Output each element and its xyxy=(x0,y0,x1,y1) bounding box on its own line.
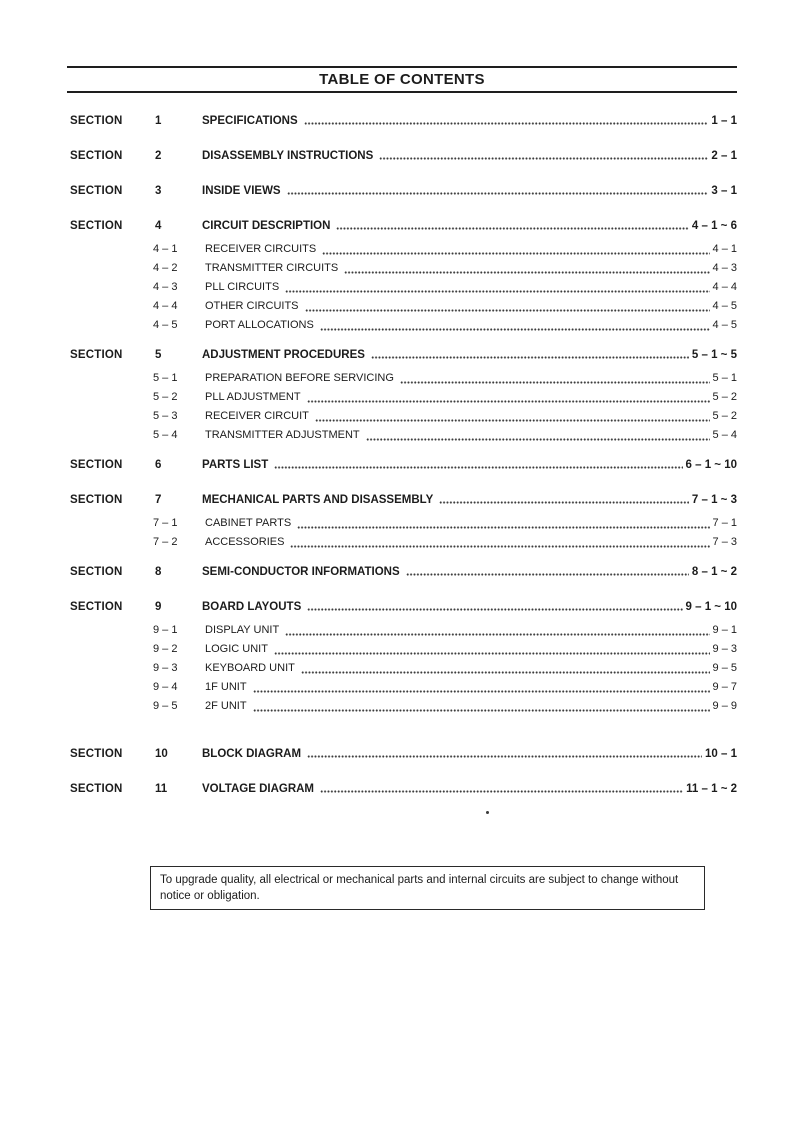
toc-section-row xyxy=(67,114,737,128)
section-label: SECTION xyxy=(70,185,123,197)
subsection-title: CABINET PARTS xyxy=(205,516,292,529)
section-number: 6 xyxy=(155,459,162,471)
subsection-title: OTHER CIRCUITS xyxy=(205,299,299,312)
toc-header xyxy=(67,66,737,93)
subsection-title: RECEIVER CIRCUIT xyxy=(205,409,309,422)
toc-section-row xyxy=(67,493,737,507)
section-title: MECHANICAL PARTS AND DISASSEMBLY xyxy=(202,494,434,506)
dot-leader xyxy=(400,381,710,384)
note-text: To upgrade quality, all electrical or mechanical parts and internal circuits are subject to change without notice or obligation. xyxy=(160,874,679,902)
section-title: VOLTAGE DIAGRAM xyxy=(202,783,315,795)
subsection-number: 4 – 2 xyxy=(153,261,178,274)
dot-leader xyxy=(297,526,709,529)
toc-section-row xyxy=(67,600,737,614)
section-number: 4 xyxy=(155,220,162,232)
section-page-number: 1 – 1 xyxy=(711,115,737,127)
subsection-title: RECEIVER CIRCUITS xyxy=(205,242,317,255)
toc-section-row xyxy=(67,219,737,233)
subsection-page-number: 9 – 1 xyxy=(712,623,737,636)
toc-subsection-row xyxy=(67,696,737,715)
dot-leader xyxy=(253,690,710,693)
dot-leader xyxy=(366,438,710,441)
section-number: 8 xyxy=(155,566,162,578)
section-title: PARTS LIST xyxy=(202,459,269,471)
section-number: 3 xyxy=(155,185,162,197)
dot-leader xyxy=(274,652,710,655)
toc-section-row xyxy=(67,149,737,163)
page-title: TABLE OF CONTENTS xyxy=(319,71,485,88)
section-page-number: 3 – 1 xyxy=(711,185,737,197)
section-page-number: 4 – 1 ~ 6 xyxy=(691,220,737,232)
subsection-number: 5 – 2 xyxy=(153,390,178,403)
toc-section-row xyxy=(67,565,737,579)
toc-subsection-row xyxy=(67,639,737,658)
section-number: 10 xyxy=(155,748,168,760)
toc-subsection-row xyxy=(67,658,737,677)
subsection-number: 9 – 2 xyxy=(153,642,178,655)
section-label: SECTION xyxy=(70,748,123,760)
dot-leader xyxy=(304,122,709,125)
subsection-title: 2F UNIT xyxy=(205,699,247,712)
dot-leader xyxy=(336,227,688,230)
toc-subsection-row xyxy=(67,620,737,639)
subsection-number: 5 – 1 xyxy=(153,371,178,384)
section-title: SEMI-CONDUCTOR INFORMATIONS xyxy=(202,566,400,578)
section-label: SECTION xyxy=(70,601,123,613)
section-page-number: 10 – 1 xyxy=(705,748,737,760)
subsection-title: ACCESSORIES xyxy=(205,535,285,548)
dot-leader xyxy=(305,309,710,312)
subsection-page-number: 4 – 4 xyxy=(712,280,737,293)
dot-leader xyxy=(406,573,689,576)
section-label: SECTION xyxy=(70,349,123,361)
toc-rows xyxy=(67,114,737,796)
note-box xyxy=(150,866,705,910)
dot-leader xyxy=(285,633,709,636)
dot-leader xyxy=(307,608,682,611)
section-number: 5 xyxy=(155,349,162,361)
toc-subsection-row xyxy=(67,315,737,334)
section-title: BOARD LAYOUTS xyxy=(202,601,302,613)
stray-dot-mark xyxy=(486,811,489,814)
subsection-number: 9 – 3 xyxy=(153,661,178,674)
toc-subsection-row xyxy=(67,513,737,532)
dot-leader xyxy=(344,271,709,274)
section-page-number: 5 – 1 ~ 5 xyxy=(691,349,737,361)
section-number: 7 xyxy=(155,494,162,506)
subsection-title: PREPARATION BEFORE SERVICING xyxy=(205,371,394,384)
dot-leader xyxy=(320,328,710,331)
toc-subsection-row xyxy=(67,239,737,258)
section-page-number: 8 – 1 ~ 2 xyxy=(691,566,737,578)
section-page-number: 2 – 1 xyxy=(711,150,737,162)
subsection-title: DISPLAY UNIT xyxy=(205,623,280,636)
dot-leader xyxy=(379,157,708,160)
toc-subsection-row xyxy=(67,677,737,696)
toc-section-row xyxy=(67,458,737,472)
subsection-number: 7 – 2 xyxy=(153,535,178,548)
subsection-page-number: 5 – 2 xyxy=(712,390,737,403)
subsection-title: PLL ADJUSTMENT xyxy=(205,390,301,403)
dot-leader xyxy=(274,466,682,469)
subsection-page-number: 9 – 7 xyxy=(712,680,737,693)
subsection-page-number: 5 – 1 xyxy=(712,371,737,384)
subsection-number: 7 – 1 xyxy=(153,516,178,529)
subsection-page-number: 4 – 5 xyxy=(712,299,737,312)
dot-leader xyxy=(253,709,710,712)
toc-subsection-row xyxy=(67,277,737,296)
dot-leader xyxy=(307,400,710,403)
subsection-title: TRANSMITTER CIRCUITS xyxy=(205,261,339,274)
subsection-page-number: 4 – 1 xyxy=(712,242,737,255)
section-label: SECTION xyxy=(70,220,123,232)
toc-sub-list xyxy=(67,620,737,715)
toc-subsection-row xyxy=(67,296,737,315)
toc-sub-list xyxy=(67,239,737,334)
section-label: SECTION xyxy=(70,150,123,162)
section-title: INSIDE VIEWS xyxy=(202,185,281,197)
section-page-number: 9 – 1 ~ 10 xyxy=(685,601,737,613)
dot-leader xyxy=(322,252,709,255)
subsection-title: KEYBOARD UNIT xyxy=(205,661,295,674)
section-label: SECTION xyxy=(70,494,123,506)
subsection-number: 4 – 1 xyxy=(153,242,178,255)
subsection-page-number: 9 – 5 xyxy=(712,661,737,674)
subsection-number: 5 – 3 xyxy=(153,409,178,422)
section-page-number: 11 – 1 ~ 2 xyxy=(686,783,737,795)
subsection-number: 9 – 4 xyxy=(153,680,178,693)
section-label: SECTION xyxy=(70,783,123,795)
section-title: SPECIFICATIONS xyxy=(202,115,298,127)
subsection-page-number: 5 – 2 xyxy=(712,409,737,422)
section-label: SECTION xyxy=(70,459,123,471)
subsection-number: 9 – 5 xyxy=(153,699,178,712)
subsection-title: 1F UNIT xyxy=(205,680,247,693)
dot-leader xyxy=(307,755,702,758)
dot-leader xyxy=(315,419,710,422)
section-title: ADJUSTMENT PROCEDURES xyxy=(202,349,365,361)
subsection-page-number: 9 – 3 xyxy=(712,642,737,655)
dot-leader xyxy=(371,356,689,359)
dot-leader xyxy=(301,671,710,674)
toc-subsection-row xyxy=(67,406,737,425)
section-page-number: 6 – 1 ~ 10 xyxy=(685,459,737,471)
dot-leader xyxy=(320,790,683,793)
dot-leader xyxy=(290,545,709,548)
dot-leader xyxy=(287,192,709,195)
section-number: 2 xyxy=(155,150,162,162)
section-title: BLOCK DIAGRAM xyxy=(202,748,302,760)
subsection-number: 5 – 4 xyxy=(153,428,178,441)
section-number: 1 xyxy=(155,115,162,127)
subsection-title: TRANSMITTER ADJUSTMENT xyxy=(205,428,360,441)
toc-content xyxy=(67,0,737,796)
section-title: DISASSEMBLY INSTRUCTIONS xyxy=(202,150,374,162)
toc-section-row xyxy=(67,747,737,761)
subsection-page-number: 4 – 5 xyxy=(712,318,737,331)
subsection-title: PLL CIRCUITS xyxy=(205,280,280,293)
section-number: 11 xyxy=(155,783,168,795)
section-title: CIRCUIT DESCRIPTION xyxy=(202,220,331,232)
toc-section-row xyxy=(67,184,737,198)
toc-sub-list xyxy=(67,368,737,444)
subsection-page-number: 7 – 1 xyxy=(712,516,737,529)
section-number: 9 xyxy=(155,601,162,613)
subsection-page-number: 9 – 9 xyxy=(712,699,737,712)
toc-sub-list xyxy=(67,513,737,551)
toc-subsection-row xyxy=(67,368,737,387)
subsection-number: 4 – 5 xyxy=(153,318,178,331)
subsection-page-number: 4 – 3 xyxy=(712,261,737,274)
dot-leader xyxy=(439,501,689,504)
toc-section-row xyxy=(67,782,737,796)
subsection-title: LOGIC UNIT xyxy=(205,642,268,655)
section-page-number: 7 – 1 ~ 3 xyxy=(691,494,737,506)
subsection-title: PORT ALLOCATIONS xyxy=(205,318,314,331)
toc-subsection-row xyxy=(67,387,737,406)
toc-section-row xyxy=(67,348,737,362)
toc-subsection-row xyxy=(67,258,737,277)
section-label: SECTION xyxy=(70,566,123,578)
section-label: SECTION xyxy=(70,115,123,127)
subsection-page-number: 7 – 3 xyxy=(712,535,737,548)
subsection-number: 4 – 4 xyxy=(153,299,178,312)
dot-leader xyxy=(285,290,709,293)
toc-subsection-row xyxy=(67,532,737,551)
subsection-number: 4 – 3 xyxy=(153,280,178,293)
subsection-number: 9 – 1 xyxy=(153,623,178,636)
subsection-page-number: 5 – 4 xyxy=(712,428,737,441)
toc-subsection-row xyxy=(67,425,737,444)
